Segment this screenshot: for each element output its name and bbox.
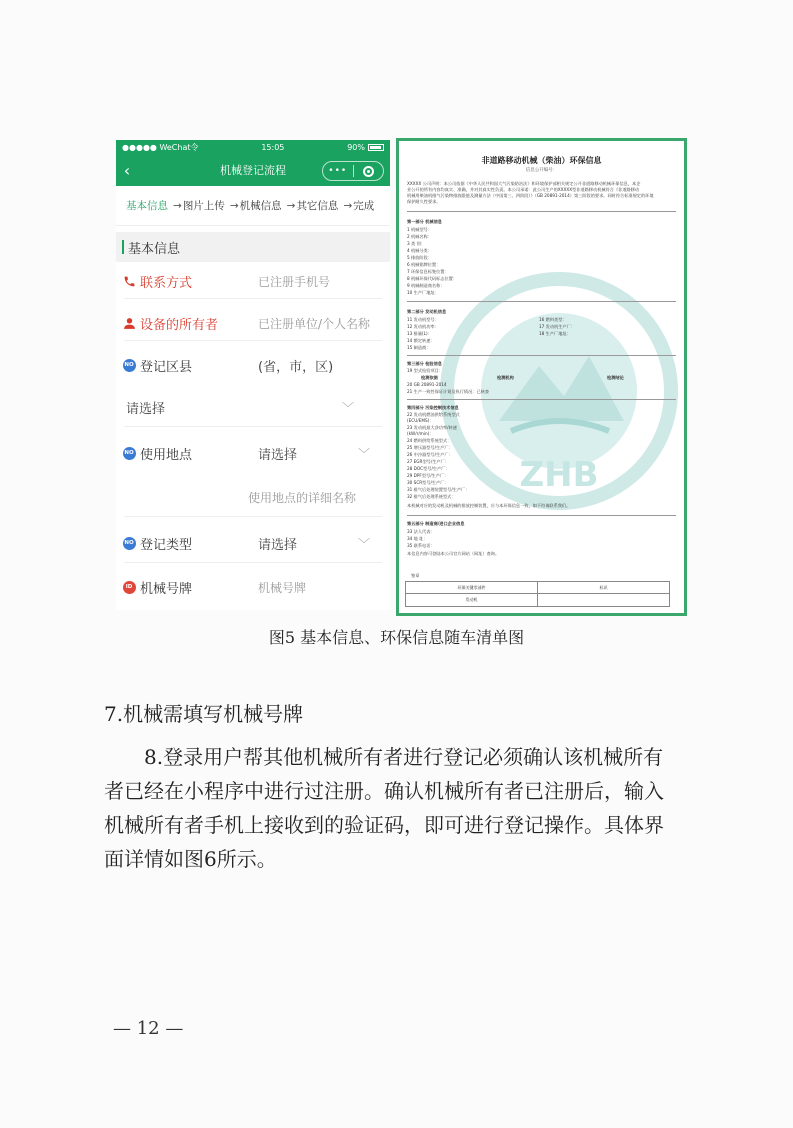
sheet-item: 23 发动机最大净功率/转速 [407,425,457,430]
sheet-item: 32 排气后处理系统型式： [407,494,456,499]
figure-caption: 图5 基本信息、环保信息随车清单图 [268,628,525,647]
sheet-part-heading: 第三部分 检验信息 [407,361,442,366]
sheet-item: 27 EGR型号/生产厂： [407,459,449,464]
plate-label: 机械号牌 [140,581,193,597]
watermark-text: ZHB [519,455,599,495]
sheet-divider [407,355,676,356]
table-cell: 环保关键零部件 [406,582,538,593]
phone-icon [122,274,136,288]
sheet-item: 18 生产厂地址： [539,331,571,336]
sheet-item: 26 中冷器型号/生产厂： [407,452,453,457]
sheet-part-heading: 第四部分 污染控制技术信息 [407,405,459,410]
sheet-item: 6 机械铭牌位置： [407,262,441,267]
sheet-item: (kW/r/min)： [407,431,434,436]
chevron-down-icon: ﹀ [341,400,354,415]
sheet-item: 35 联系电话： [407,543,435,548]
regtype-label: 登记类型 [140,537,193,553]
section-accent-bar [122,240,124,254]
no-badge-icon: NO [122,446,136,460]
step-arrow-icon: → [173,199,182,212]
more-menu-button[interactable]: ••• [328,166,348,176]
nav-bar [116,154,390,186]
step-basic-info[interactable]: 基本信息 [126,200,168,212]
step-arrow-icon: → [229,199,239,212]
sheet-item: 13 排量(L)： [407,331,432,336]
table-row [406,582,669,594]
location-select[interactable]: 请选择 [258,447,298,463]
sheet-item: 5 排放阶段： [407,255,432,260]
contact-row [116,266,390,296]
sheet-item: 检测依据 [421,375,438,380]
sheet-divider [407,515,676,516]
status-bar [116,140,390,154]
sheet-item: 31 排气后处理装置型号/生产厂： [407,487,470,492]
status-time: 15:05 [261,142,285,152]
district-value: (省，市，区) [258,359,334,375]
sheet-item: 14 额定转速： [407,338,435,343]
sheet-part-heading: 第一部分 机械信息 [407,219,442,224]
no-badge-icon: NO [122,358,136,372]
sheet-intro-line: 业公开的所有内容均真实、准确，并对其真实性负责。本公司承诺：此公司生产的XXXXX型非道路移动机械符合《非道路移动 [407,187,640,192]
location-detail-input[interactable]: 使用地点的详细名称 [248,490,357,505]
step-arrow-icon: → [286,199,296,212]
sheet-item: 2 机械名称： [407,234,432,239]
sheet-divider [407,301,676,302]
divider [124,562,382,563]
contact-label: 联系方式 [140,275,193,291]
sheet-item: 8 机械环保代码标志位置： [407,276,458,281]
sheet-item: 17 发动机生产厂： [539,324,575,329]
sheet-item: 29 DPF型号/生产厂： [407,473,449,478]
progress-steps [116,186,390,226]
sheet-part-heading: 第五部分 制造商/进口企业信息 [407,521,465,526]
sheet-note: 本机械对应的发动机及机械的排放控制装置，应与本环保信息一致，如不符请联系我们。 [407,503,571,508]
sheet-item: 19 型式检验项目： [407,368,443,373]
section-header-basic-info [116,232,390,262]
district-select-row[interactable] [116,392,390,422]
sheet-item: 28 DOC型号/生产厂： [407,466,450,471]
divider [124,516,382,517]
paragraph-line: 8.登录用户帮其他机械所有者进行登记必须确认该机械所有 [144,745,664,769]
user-icon [122,316,136,330]
location-detail-row [116,482,390,512]
paragraph-8 [104,740,704,876]
table-cell [538,594,669,606]
sheet-intro-line: 保护耐久性要求。 [407,199,441,204]
divider [124,340,382,341]
sheet-item: 1 机械型号： [407,227,432,232]
battery-icon [368,144,384,151]
sheet-item: 3 类 别： [407,241,425,246]
battery-indicator: 90% [347,143,384,152]
sheet-item: 11 发动机型号： [407,317,439,322]
sheet-item: 7 环保信息标签位置： [407,269,449,274]
district-label: 登记区县 [140,359,193,375]
sheet-intro-line: XXXXX 公司声明：本公司依据《中华人民共和国大气污染防治法》和环境保护部相关规定公开非道路移动机械环保信息，本企 [407,181,641,186]
sheet-item: 12 发动机功率： [407,324,439,329]
sheet-item: 22 发动机燃油供给系统型式 [407,412,460,417]
paragraph-line: 者已经在小程序中进行过注册。确认机械所有者已注册后，输入 [104,779,664,803]
close-ring-icon [363,166,374,177]
page-number: — 12 — [113,1018,184,1039]
plate-row [116,572,390,602]
step-machine-info[interactable]: 机械信息 [239,200,282,212]
paragraph-line: 面详情如图6所示。 [104,847,277,871]
sheet-item: 30 SCR型号/生产厂： [407,480,449,485]
step-other-info[interactable]: 其它信息 [296,200,339,212]
regtype-row[interactable] [116,528,390,558]
sheet-item: 33 法人代表： [407,529,435,534]
carrier-text: ●●●●● WeChat令 [122,142,199,152]
sheet-item: 34 地 址： [407,536,428,541]
sheet-intro-line: 机械用柴油机排气污染物排放限值及测量方法（中国第三、四阶段）》（GB 20891-2014）第三阶段的要求。同时符合标准规定的环境 [407,193,654,198]
sheet-item: 4 机械分类： [407,248,432,253]
plate-input[interactable]: 机械号牌 [258,580,307,595]
chevron-down-icon: ﹀ [357,446,370,461]
sheet-title: 非道路移动机械（柴油）环保信息 [481,156,602,165]
sheet-item: 25 增压器型号/生产厂： [407,445,453,450]
sheet-divider [407,399,676,400]
sheet-subtitle: 信息公开编号： [525,168,558,173]
sheet-item: 24 燃料供给系统型式： [407,438,452,443]
section-title: 基本信息 [128,241,181,257]
owner-input[interactable]: 已注册单位/个人名称 [258,316,371,331]
close-miniprogram-button[interactable] [354,166,384,177]
miniprogram-capsule [322,161,384,181]
sheet-item: 检测机构 [497,375,514,380]
chevron-down-icon: ﹀ [357,536,370,551]
sheet-item: 21 生产一致性保证计划及执行情况：已核查 [407,389,490,394]
sheet-table-caption: 签章 [411,573,420,578]
location-label: 使用地点 [140,447,193,463]
sheet-item: 9 机械制造商名称： [407,283,445,288]
no-badge-icon: NO [122,536,136,550]
location-row[interactable] [116,438,390,468]
sheet-note: 本信息内容可登陆本公司官方网站（网址）查询。 [407,551,500,556]
district-select[interactable]: 请选择 [126,401,166,417]
nav-title: 机械登记流程 [220,164,286,177]
step-arrow-icon: → [343,199,353,212]
district-row [116,350,390,380]
sheet-divider [407,211,676,212]
owner-label: 设备的所有者 [140,317,219,333]
table-cell: 发动机 [406,594,538,606]
sheet-part-heading: 第二部分 发动机信息 [407,309,447,314]
sheet-item: 15 制造商： [407,345,431,350]
table-row [406,594,669,606]
owner-row [116,308,390,338]
sheet-item: 16 燃料类型： [539,317,567,322]
sheet-item: (ECU/EMS)： [407,418,434,423]
regtype-select[interactable]: 请选择 [258,537,298,553]
table-cell: 标识 [599,584,608,590]
divider [124,298,382,299]
paragraph-7: 7.机械需填写机械号牌 [104,702,304,726]
sheet-item: 10 生产厂地址： [407,290,439,295]
step-complete[interactable]: 完成 [353,200,375,212]
sheet-item: 检测结论 [607,375,624,380]
back-arrow-icon[interactable]: ‹ [123,160,131,180]
step-image-upload[interactable]: 图片上传 [182,200,225,212]
contact-input[interactable]: 已注册手机号 [258,274,331,289]
divider [124,426,382,427]
env-info-sheet [396,138,687,616]
wechat-phone-screenshot [116,140,390,610]
components-table [405,581,670,607]
sheet-item: 20 GB 20891-2014 [407,382,447,387]
id-badge-icon: ID [122,580,136,594]
paragraph-line: 机械所有者手机上接收到的验证码，即可进行登记操作。具体界 [104,813,664,837]
